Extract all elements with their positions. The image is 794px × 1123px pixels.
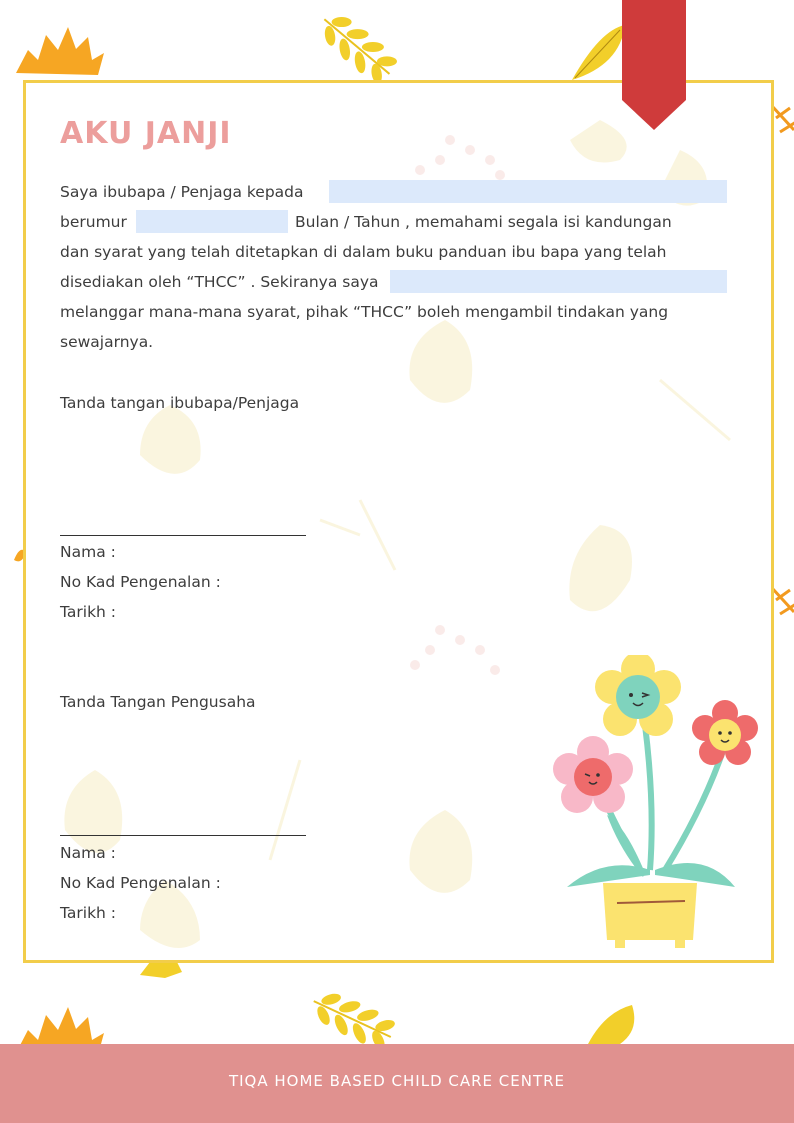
paragraph-line-5: melanggar mana-mana syarat, pihak “THCC” boleh mengambil tindakan yang <box>60 303 669 321</box>
employer-name-label: Nama : <box>60 844 116 862</box>
flower-pot-illustration <box>545 655 775 955</box>
parent-name-label: Nama : <box>60 543 116 561</box>
child-name-field[interactable] <box>329 180 727 203</box>
paragraph-line-4: disediakan oleh “THCC” . Sekiranya saya <box>60 273 379 291</box>
footer-text: TIQA HOME BASED CHILD CARE CENTRE <box>228 1072 566 1090</box>
pink-flower-icon <box>553 736 633 813</box>
parent-signature-heading: Tanda tangan ibubapa/Penjaga <box>60 394 300 412</box>
paragraph-line-2-before: berumur <box>60 213 127 231</box>
parent-signature-line[interactable] <box>60 535 306 536</box>
pot-icon <box>603 883 697 948</box>
age-field[interactable] <box>136 210 288 233</box>
employer-signature-line[interactable] <box>60 835 306 836</box>
employer-signature-heading: Tanda Tangan Pengusaha <box>60 693 256 711</box>
parent-date-label: Tarikh : <box>60 603 117 621</box>
parent-ic-label: No Kad Pengenalan : <box>60 573 221 591</box>
employer-date-label: Tarikh : <box>60 904 117 922</box>
bookmark-ribbon <box>622 0 686 130</box>
employer-ic-label: No Kad Pengenalan : <box>60 874 221 892</box>
yellow-flower-icon <box>595 655 681 736</box>
red-flower-icon <box>692 700 758 765</box>
paragraph-line-2-after: Bulan / Tahun , memahami segala isi kandungan <box>295 213 672 231</box>
page-title: AKU JANJI <box>60 116 232 151</box>
paragraph-line-1: Saya ibubapa / Penjaga kepada <box>60 183 304 201</box>
parent-name-field[interactable] <box>390 270 727 293</box>
paragraph-line-3: dan syarat yang telah ditetapkan di dalam buku panduan ibu bapa yang telah <box>60 243 667 261</box>
paragraph-line-6: sewajarnya. <box>60 333 154 351</box>
